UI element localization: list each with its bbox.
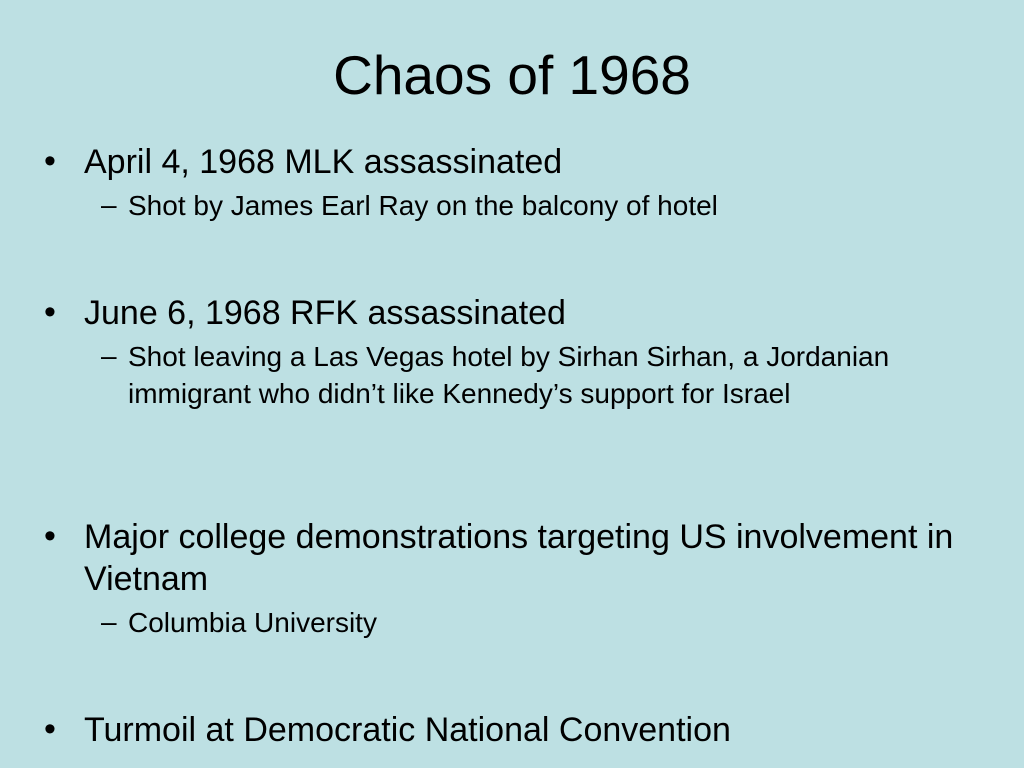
bullet-item-demonstrations <box>44 516 974 641</box>
bullet-item-convention <box>44 709 974 751</box>
bullet-item-rfk <box>44 292 974 412</box>
bullet-text: Major college demonstrations targeting US involvement in Vietnam <box>84 518 954 598</box>
bullet-marker: • <box>44 710 56 748</box>
sub-bullet-item <box>101 604 901 641</box>
bullet-marker: • <box>44 293 56 331</box>
sub-bullet-item <box>101 338 901 412</box>
bullet-text: Turmoil at Democratic National Convention <box>84 711 731 749</box>
bullet-text: April 4, 1968 MLK assassinated <box>84 143 563 181</box>
sub-bullet-marker: – <box>101 340 117 371</box>
sub-bullet-list <box>44 338 974 412</box>
sub-bullet-list <box>44 187 974 224</box>
sub-bullet-text: Shot leaving a Las Vegas hotel by Sirhan Sirhan, a Jordanian immigrant who didn’t like Kennedy’s support for Israel <box>128 341 890 409</box>
slide-title: Chaos of 1968 <box>333 44 691 106</box>
bullet-marker: • <box>44 517 56 555</box>
bullet-item-mlk <box>44 141 974 224</box>
sub-bullet-text: Columbia University <box>128 607 377 638</box>
sub-bullet-marker: – <box>101 606 117 637</box>
sub-bullet-item <box>101 187 901 224</box>
sub-bullet-marker: – <box>101 189 117 220</box>
sub-bullet-text: Shot by James Earl Ray on the balcony of hotel <box>128 190 718 221</box>
sub-bullet-list <box>44 604 974 641</box>
bullet-text: June 6, 1968 RFK assassinated <box>84 294 566 332</box>
bullet-marker: • <box>44 142 56 180</box>
